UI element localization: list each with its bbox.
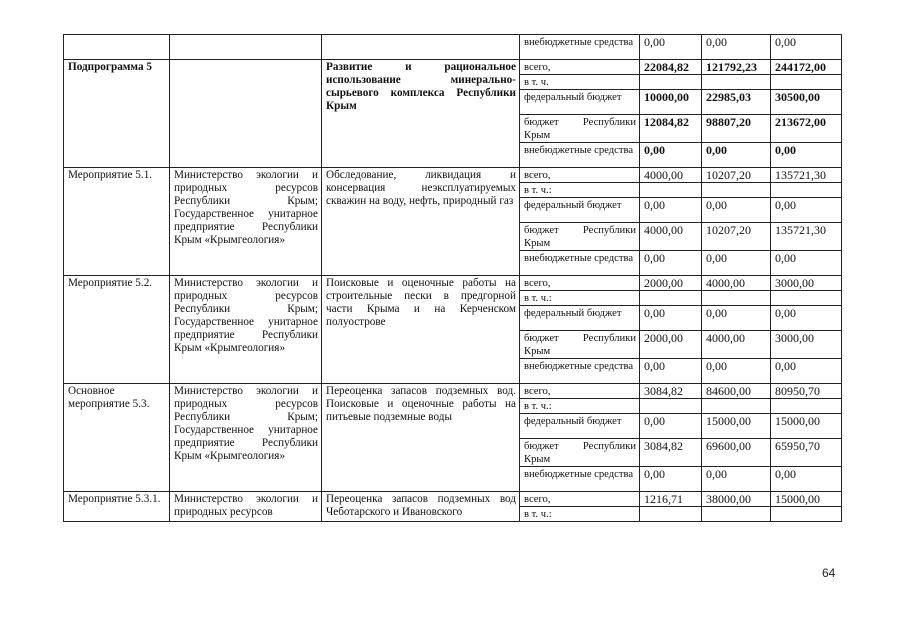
funding-value-year-3 [771,291,842,306]
funding-value-year-1 [640,183,702,198]
funding-value-year-3: 0,00 [771,359,842,384]
funding-source-label: федеральный бюджет [520,198,640,223]
executor-cell [170,35,322,60]
funding-value-year-1: 0,00 [640,306,702,331]
funding-value-year-1 [640,507,702,522]
funding-value-year-3: 0,00 [771,35,842,60]
funding-value-year-1 [640,399,702,414]
funding-value-year-2: 0,00 [702,251,771,276]
funding-value-year-3 [771,75,842,90]
funding-value-year-2 [702,291,771,306]
program-name-cell [64,35,170,60]
funding-value-year-3: 80950,70 [771,384,842,399]
funding-value-year-3: 0,00 [771,251,842,276]
funding-value-year-2: 84600,00 [702,384,771,399]
executor-cell: Министерство экологии и природных ресурсов Республики Крым; Государственное унитарное предприятие Республики Крым «Крымгеология» [170,168,322,276]
executor-cell: Министерство экологии и природных ресурсов Республики Крым; Государственное унитарное предприятие Республики Крым «Крымгеология» [170,276,322,384]
funding-value-year-1: 10000,00 [640,90,702,115]
executor-cell: Министерство экологии и природных ресурсов Республики Крым; Государственное унитарное предприятие Республики Крым «Крымгеология» [170,384,322,492]
funding-value-year-1: 0,00 [640,198,702,223]
funding-value-year-2: 10207,20 [702,223,771,251]
description-cell: Обследование, ликвидация и консервация неэксплуатируемых скважин на воду, нефть, природный газ [322,168,520,276]
executor-cell: Министерство экологии и природных ресурсов [170,492,322,522]
program-funding-table [63,34,842,522]
funding-value-year-1: 0,00 [640,359,702,384]
funding-value-year-3: 135721,30 [771,223,842,251]
funding-value-year-3: 3000,00 [771,276,842,291]
funding-value-year-3 [771,399,842,414]
funding-source-label: внебюджетные средства [520,143,640,168]
funding-value-year-1: 0,00 [640,35,702,60]
funding-source-label: всего, [520,168,640,183]
funding-value-year-1: 3084,82 [640,384,702,399]
funding-source-label: бюджет Республики Крым [520,115,640,143]
program-name-cell: Мероприятие 5.3.1. [64,492,170,522]
table-row [64,276,842,291]
funding-value-year-1: 4000,00 [640,223,702,251]
table-row [64,384,842,399]
description-cell: Развитие и рациональное использование минерально-сырьевого комплекса Республики Крым [322,60,520,168]
funding-source-label: в т. ч.: [520,291,640,306]
funding-value-year-2: 22985,03 [702,90,771,115]
funding-value-year-3: 15000,00 [771,492,842,507]
executor-cell [170,60,322,168]
funding-value-year-2 [702,75,771,90]
funding-value-year-2: 4000,00 [702,276,771,291]
funding-source-label: бюджет Республики Крым [520,331,640,359]
funding-value-year-2: 15000,00 [702,414,771,439]
page-number: 64 [822,566,836,580]
description-cell: Переоценка запасов подземных вод Чеботарского и Ивановского [322,492,520,522]
funding-value-year-3: 0,00 [771,198,842,223]
funding-value-year-3: 213672,00 [771,115,842,143]
funding-value-year-3 [771,507,842,522]
funding-source-label: всего, [520,384,640,399]
funding-source-label: бюджет Республики Крым [520,223,640,251]
funding-value-year-1: 0,00 [640,414,702,439]
table-row [64,60,842,75]
funding-value-year-3: 15000,00 [771,414,842,439]
funding-source-label: внебюджетные средства [520,251,640,276]
program-name-cell: Мероприятие 5.1. [64,168,170,276]
funding-source-label: федеральный бюджет [520,414,640,439]
funding-value-year-1: 22084,82 [640,60,702,75]
funding-source-label: в т. ч.: [520,183,640,198]
funding-source-label: всего, [520,276,640,291]
funding-source-label: внебюджетные средства [520,467,640,492]
funding-value-year-2: 0,00 [702,467,771,492]
funding-value-year-3: 135721,30 [771,168,842,183]
funding-value-year-2: 38000,00 [702,492,771,507]
funding-value-year-3: 0,00 [771,467,842,492]
funding-value-year-2: 10207,20 [702,168,771,183]
funding-value-year-2: 0,00 [702,35,771,60]
funding-source-label: внебюджетные средства [520,35,640,60]
funding-value-year-1: 2000,00 [640,331,702,359]
program-name-cell: Подпрограмма 5 [64,60,170,168]
funding-value-year-2: 98807,20 [702,115,771,143]
funding-value-year-1: 0,00 [640,143,702,168]
funding-source-label: внебюджетные средства [520,359,640,384]
funding-source-label: бюджет Республики Крым [520,439,640,467]
funding-value-year-2 [702,507,771,522]
funding-source-label: в т. ч. [520,75,640,90]
funding-value-year-2: 121792,23 [702,60,771,75]
funding-value-year-1: 12084,82 [640,115,702,143]
funding-value-year-3: 3000,00 [771,331,842,359]
funding-value-year-3: 65950,70 [771,439,842,467]
funding-value-year-2: 0,00 [702,359,771,384]
funding-value-year-2: 69600,00 [702,439,771,467]
funding-value-year-1 [640,291,702,306]
table-row [64,168,842,183]
funding-source-label: федеральный бюджет [520,306,640,331]
program-name-cell: Основное мероприятие 5.3. [64,384,170,492]
funding-value-year-2 [702,183,771,198]
funding-source-label: федеральный бюджет [520,90,640,115]
description-cell: Переоценка запасов подземных вод. Поисковые и оценочные работы на питьевые подземные воды [322,384,520,492]
table-row [64,492,842,507]
funding-value-year-3: 0,00 [771,306,842,331]
funding-value-year-3: 244172,00 [771,60,842,75]
funding-source-label: всего, [520,60,640,75]
funding-value-year-2: 0,00 [702,306,771,331]
description-cell: Поисковые и оценочные работы на строительные пески в предгорной части Крыма и на Керченском полуострове [322,276,520,384]
funding-value-year-1 [640,75,702,90]
description-cell [322,35,520,60]
funding-value-year-3 [771,183,842,198]
table-row [64,35,842,60]
funding-value-year-3: 30500,00 [771,90,842,115]
funding-value-year-2: 0,00 [702,198,771,223]
program-name-cell: Мероприятие 5.2. [64,276,170,384]
funding-source-label: в т. ч.: [520,399,640,414]
funding-source-label: в т. ч.: [520,507,640,522]
funding-value-year-1: 1216,71 [640,492,702,507]
funding-value-year-1: 2000,00 [640,276,702,291]
funding-value-year-1: 0,00 [640,251,702,276]
funding-source-label: всего, [520,492,640,507]
funding-value-year-3: 0,00 [771,143,842,168]
funding-value-year-2 [702,399,771,414]
funding-value-year-1: 0,00 [640,467,702,492]
funding-value-year-1: 4000,00 [640,168,702,183]
funding-value-year-1: 3084,82 [640,439,702,467]
funding-value-year-2: 0,00 [702,143,771,168]
funding-value-year-2: 4000,00 [702,331,771,359]
